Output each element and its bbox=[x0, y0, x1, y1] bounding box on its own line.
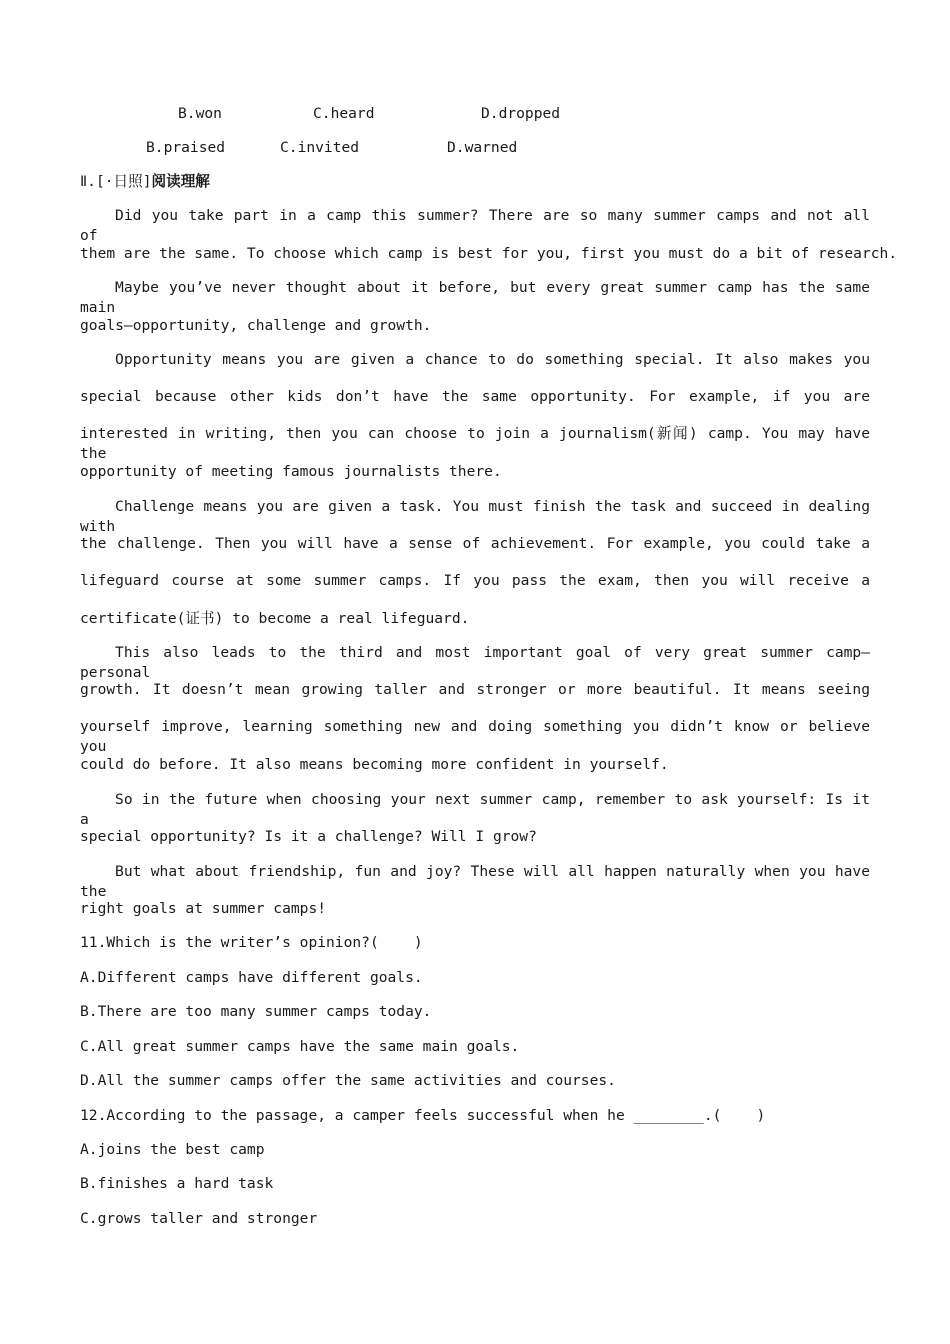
question-12-option-a: A.joins the best camp bbox=[80, 1141, 265, 1158]
option-c-row2: C.invited bbox=[280, 139, 360, 156]
passage-line: Did you take part in a camp this summer? There are so many summer camps and not all of bbox=[80, 207, 870, 244]
passage-line: yourself improve, learning something new and doing something you didn’t know or believe you bbox=[80, 718, 870, 755]
option-d-row2: D.warned bbox=[447, 139, 518, 156]
passage-line: opportunity of meeting famous journalists there. bbox=[80, 463, 502, 480]
passage-line: could do before. It also means becoming more confident in yourself. bbox=[80, 756, 669, 773]
passage-line: goals—opportunity, challenge and growth. bbox=[80, 317, 432, 334]
question-11-option-b: B.There are too many summer camps today. bbox=[80, 1003, 432, 1020]
question-12-option-c: C.grows taller and stronger bbox=[80, 1210, 318, 1227]
passage-line: So in the future when choosing your next summer camp, remember to ask yourself: Is it a bbox=[80, 791, 870, 828]
option-b-row1: B.won bbox=[178, 105, 222, 122]
option-b-row2: B.praised bbox=[146, 139, 226, 156]
option-c-row1: C.heard bbox=[313, 105, 375, 122]
passage-line: Challenge means you are given a task. You must finish the task and succeed in dealing with bbox=[80, 498, 870, 535]
question-11-option-d: D.All the summer camps offer the same activities and courses. bbox=[80, 1072, 616, 1089]
passage-line: Maybe you’ve never thought about it before, but every great summer camp has the same main bbox=[80, 279, 870, 316]
passage-line: This also leads to the third and most important goal of very great summer camp—personal bbox=[80, 644, 870, 681]
passage-line: lifeguard course at some summer camps. If you pass the exam, then you will receive a bbox=[80, 572, 870, 589]
passage-line: special because other kids don’t have the same opportunity. For example, if you are bbox=[80, 388, 870, 405]
passage-line: But what about friendship, fun and joy? These will all happen naturally when you have the bbox=[80, 863, 870, 900]
question-12-option-b: B.finishes a hard task bbox=[80, 1175, 274, 1192]
passage-line: them are the same. To choose which camp is best for you, first you must do a bit of research. bbox=[80, 245, 898, 262]
section-heading-title: 阅读理解 bbox=[151, 173, 210, 190]
section-heading bbox=[80, 172, 870, 192]
question-11-option-a: A.Different camps have different goals. bbox=[80, 969, 423, 986]
passage-line: right goals at summer camps! bbox=[80, 900, 327, 917]
section-heading-prefix: Ⅱ.[·日照] bbox=[80, 173, 152, 190]
passage-line: special opportunity? Is it a challenge? Will I grow? bbox=[80, 828, 537, 845]
option-d-row1: D.dropped bbox=[481, 105, 561, 122]
passage-line: interested in writing, then you can choose to join a journalism(新闻) camp. You may have the bbox=[80, 425, 870, 462]
question-11-option-c: C.All great summer camps have the same main goals. bbox=[80, 1038, 520, 1055]
passage-line: the challenge. Then you will have a sense of achievement. For example, you could take a bbox=[80, 535, 870, 552]
question-11-stem: 11.Which is the writer’s opinion?( ) bbox=[80, 934, 423, 951]
passage-line: growth. It doesn’t mean growing taller and stronger or more beautiful. It means seeing bbox=[80, 681, 870, 698]
question-12-stem: 12.According to the passage, a camper feels successful when he ________.( ) bbox=[80, 1107, 766, 1124]
passage-line: Opportunity means you are given a chance to do something special. It also makes you bbox=[115, 351, 870, 368]
passage-line: certificate(证书) to become a real lifeguard. bbox=[80, 610, 470, 627]
